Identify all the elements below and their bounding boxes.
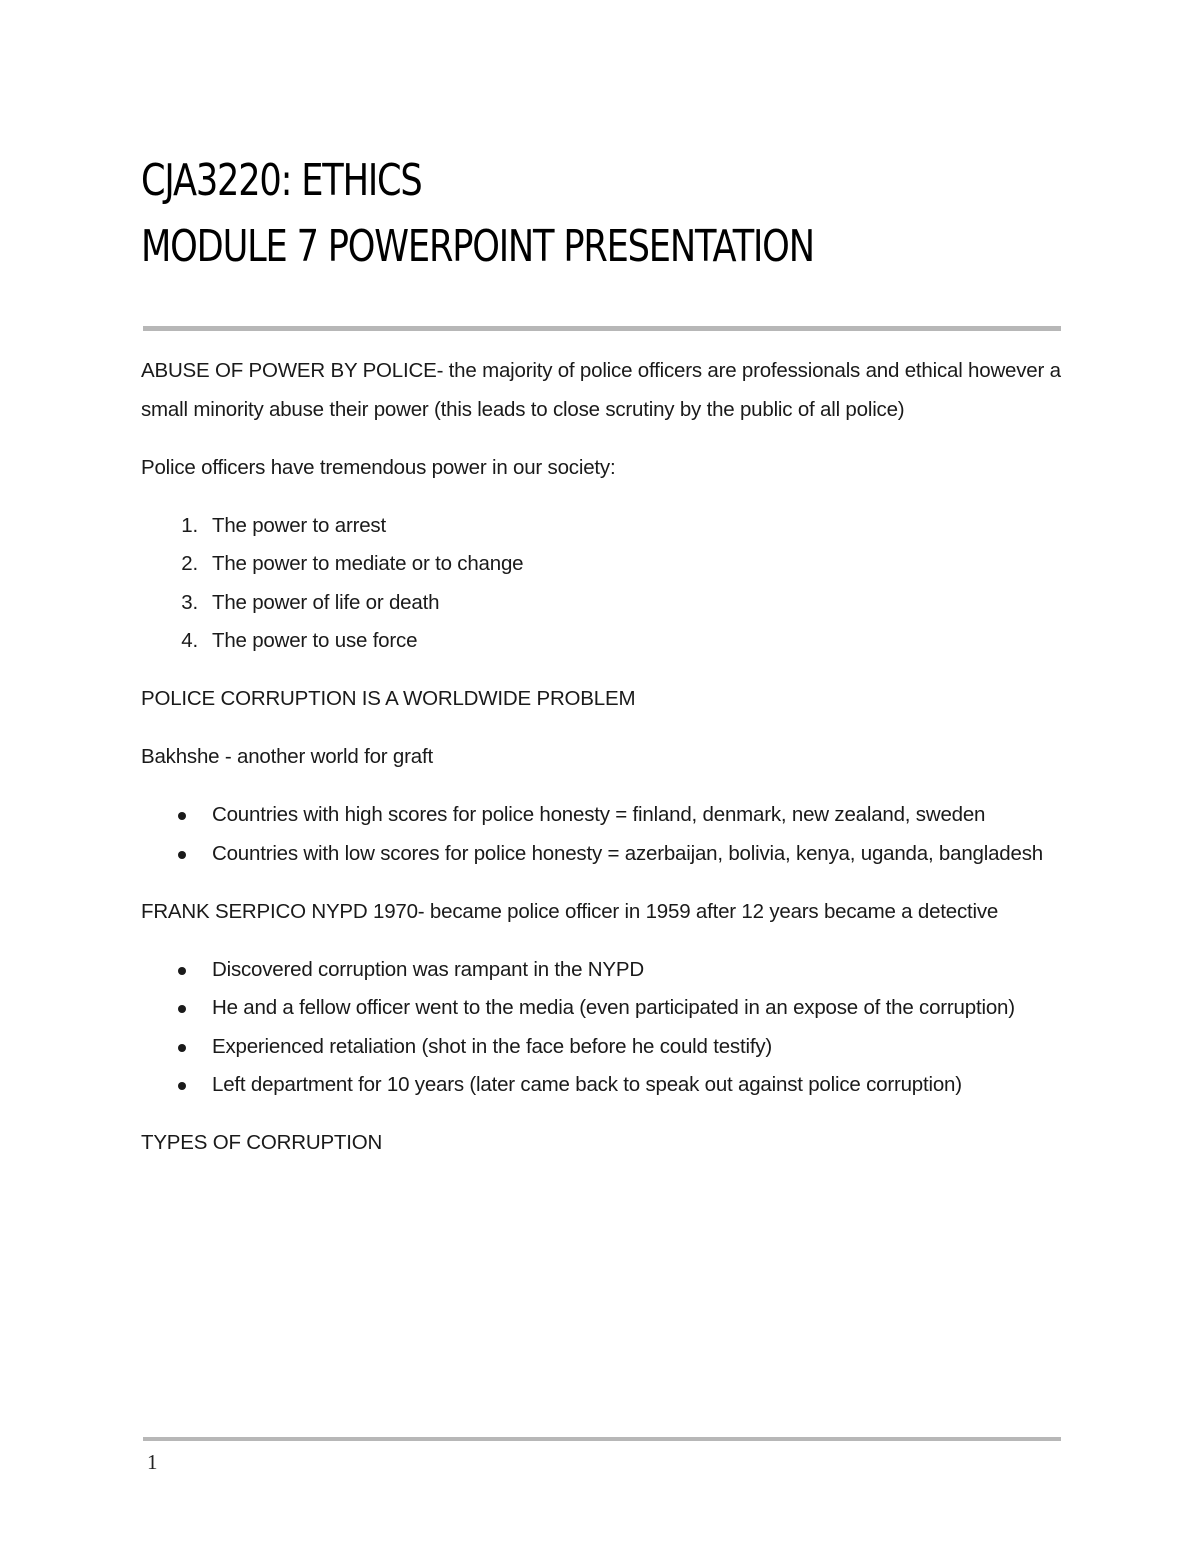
list-item: Discovered corruption was rampant in the NYPD bbox=[141, 951, 1071, 990]
title-divider bbox=[143, 326, 1061, 331]
bullet-icon bbox=[178, 967, 186, 975]
bullet-icon bbox=[178, 851, 186, 859]
paragraph-frank-serpico: FRANK SERPICO NYPD 1970- became police officer in 1959 after 12 years became a detective bbox=[141, 899, 999, 923]
list-item: Countries with low scores for police honesty = azerbaijan, bolivia, kenya, uganda, bangladesh bbox=[141, 835, 1071, 874]
list-item: 3. The power of life or death bbox=[181, 590, 440, 614]
paragraph-bakhshe: Bakhshe - another world for graft bbox=[141, 745, 433, 768]
footer-divider bbox=[143, 1437, 1061, 1441]
list-item: Countries with high scores for police honesty = finland, denmark, new zealand, sweden bbox=[141, 796, 1071, 835]
bullet-icon bbox=[178, 1005, 186, 1013]
list-item: 4. The power to use force bbox=[181, 629, 418, 652]
paragraph-abuse-of-power: ABUSE OF POWER BY POLICE- the majority of police officers are professionals and ethical however a small minority abuse their power (this leads to close scrutiny by the public of all police) bbox=[141, 359, 1061, 421]
title-module: MODULE 7 POWERPOINT PRESENTATION bbox=[141, 221, 814, 272]
powers-list bbox=[141, 507, 1071, 661]
title-course: CJA3220: ETHICS bbox=[141, 155, 422, 206]
list-item: Experienced retaliation (shot in the face before he could testify) bbox=[141, 1028, 1071, 1067]
document-title bbox=[141, 148, 1101, 280]
bullet-icon bbox=[178, 1044, 186, 1052]
heading-worldwide-problem: POLICE CORRUPTION IS A WORLDWIDE PROBLEM bbox=[141, 687, 636, 710]
bullet-icon bbox=[178, 812, 186, 820]
list-item: Left department for 10 years (later came back to speak out against police corruption) bbox=[141, 1066, 1071, 1105]
page-number: 1 bbox=[147, 1450, 158, 1474]
list-item: 1. The power to arrest bbox=[181, 513, 386, 537]
countries-list bbox=[141, 796, 1071, 873]
heading-types-of-corruption: TYPES OF CORRUPTION bbox=[141, 1131, 383, 1154]
serpico-list bbox=[141, 951, 1071, 1105]
bullet-icon bbox=[178, 1082, 186, 1090]
list-item: He and a fellow officer went to the media (even participated in an expose of the corruption) bbox=[141, 989, 1071, 1028]
paragraph-police-power: Police officers have tremendous power in our society: bbox=[141, 455, 616, 479]
list-item: 2. The power to mediate or to change bbox=[181, 552, 524, 575]
document-body bbox=[141, 352, 1071, 1182]
